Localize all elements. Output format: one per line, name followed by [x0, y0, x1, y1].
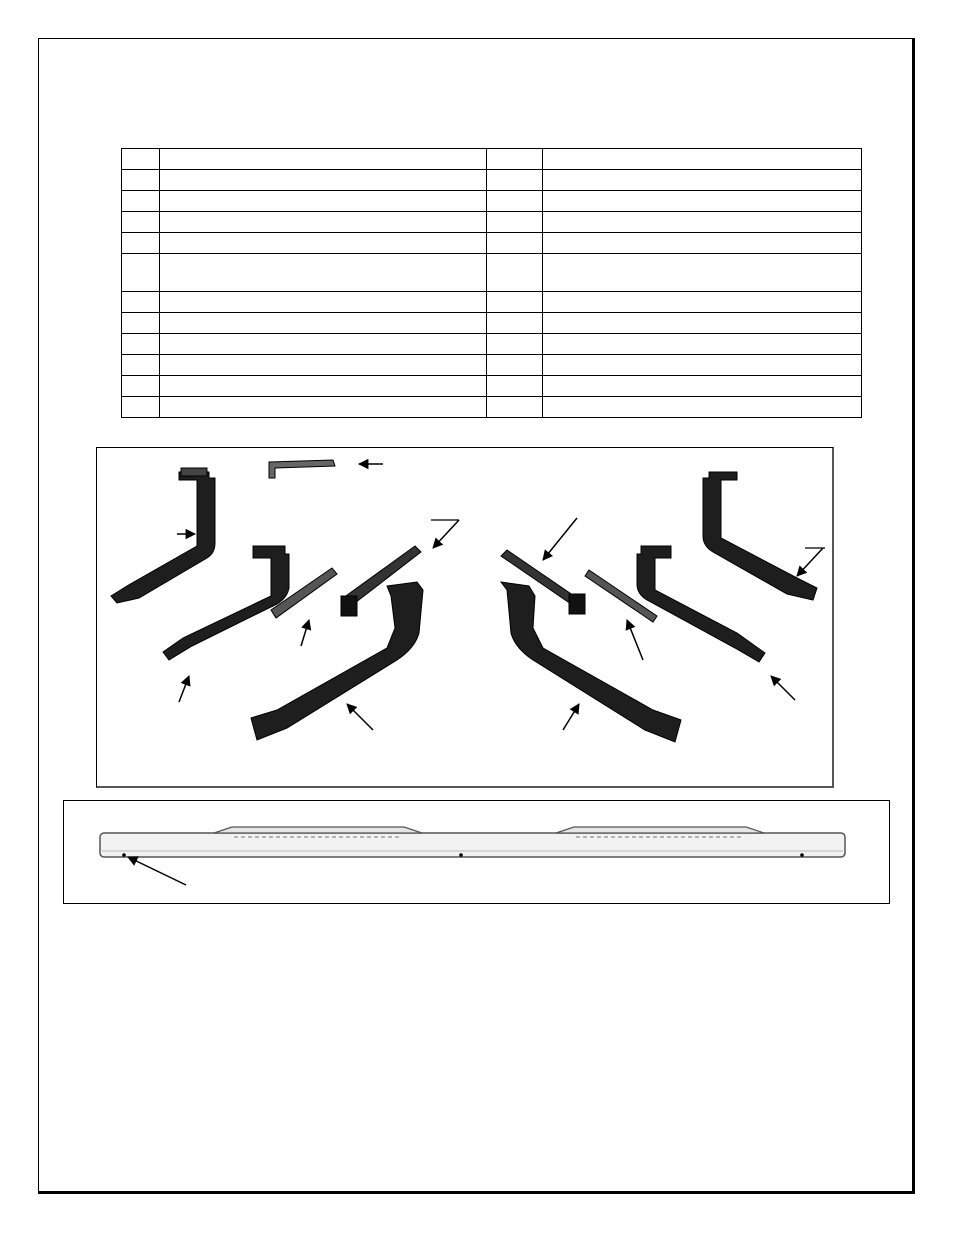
parts-table-cell	[160, 376, 487, 397]
parts-table-row	[122, 149, 862, 170]
mount-hole	[122, 853, 126, 857]
parts-table-cell	[160, 191, 487, 212]
callout-arrow	[627, 620, 643, 660]
bracket-photo-panel	[96, 447, 834, 788]
callout-arrow	[128, 857, 186, 885]
parts-table-cell	[487, 170, 543, 191]
step-pad-left	[214, 827, 422, 833]
parts-table-cell	[487, 355, 543, 376]
parts-table-cell	[543, 254, 862, 292]
callout-arrow	[771, 676, 795, 700]
parts-table-cell	[487, 149, 543, 170]
bracket-small-l	[269, 460, 335, 478]
bracket-illustration	[97, 448, 833, 787]
parts-table-cell	[160, 254, 487, 292]
parts-table-cell	[487, 212, 543, 233]
parts-table-cell	[160, 233, 487, 254]
mount-hole	[800, 853, 804, 857]
mount-hole	[459, 853, 463, 857]
parts-table-cell	[160, 149, 487, 170]
bracket-tab	[181, 468, 207, 476]
callout-arrow	[797, 548, 823, 576]
running-board-panel	[63, 800, 890, 904]
parts-table-cell	[543, 355, 862, 376]
parts-table-cell	[543, 149, 862, 170]
parts-table-row	[122, 376, 862, 397]
parts-table-cell	[122, 376, 160, 397]
parts-table-cell	[487, 191, 543, 212]
parts-table-cell	[543, 292, 862, 313]
parts-table-cell	[122, 170, 160, 191]
step-pad-right	[556, 827, 764, 833]
parts-table-cell	[543, 233, 862, 254]
parts-table-cell	[122, 149, 160, 170]
parts-table-cell	[122, 292, 160, 313]
parts-table-cell	[487, 313, 543, 334]
parts-table-cell	[487, 254, 543, 292]
parts-table-cell	[160, 313, 487, 334]
parts-table-cell	[122, 212, 160, 233]
nut-block-right	[569, 594, 585, 614]
parts-table-row	[122, 254, 862, 292]
parts-table-row	[122, 292, 862, 313]
parts-table-cell	[487, 233, 543, 254]
parts-table-row	[122, 313, 862, 334]
parts-table-cell	[543, 170, 862, 191]
parts-table-cell	[122, 254, 160, 292]
callout-arrow	[179, 676, 189, 702]
parts-table-cell	[160, 212, 487, 233]
parts-table-cell	[543, 212, 862, 233]
parts-table-cell	[122, 355, 160, 376]
parts-table-row	[122, 233, 862, 254]
parts-table-cell	[160, 397, 487, 418]
bracket-right-large	[501, 582, 681, 742]
parts-table-cell	[543, 313, 862, 334]
callout-arrow	[433, 520, 459, 548]
parts-table-cell	[543, 191, 862, 212]
parts-table-cell	[543, 334, 862, 355]
parts-table-cell	[487, 334, 543, 355]
parts-table-row	[122, 355, 862, 376]
parts-table	[121, 148, 862, 418]
parts-table-row	[122, 191, 862, 212]
parts-table-cell	[160, 170, 487, 191]
parts-table-cell	[487, 376, 543, 397]
parts-table-cell	[160, 334, 487, 355]
callout-arrow	[563, 704, 579, 730]
running-board-illustration	[64, 801, 889, 903]
parts-table-row	[122, 170, 862, 191]
parts-table-cell	[122, 191, 160, 212]
bracket-right-tall	[703, 472, 817, 600]
parts-table-body	[122, 149, 862, 418]
parts-table-cell	[487, 397, 543, 418]
bracket-left-tall	[111, 472, 215, 603]
parts-table-cell	[160, 355, 487, 376]
parts-table-cell	[487, 292, 543, 313]
parts-table-cell	[122, 397, 160, 418]
parts-table-cell	[122, 313, 160, 334]
parts-table-row	[122, 397, 862, 418]
parts-table-cell	[160, 292, 487, 313]
callout-arrow	[347, 704, 373, 730]
parts-table-cell	[122, 334, 160, 355]
nut-block-left	[341, 596, 357, 616]
parts-table-row	[122, 212, 862, 233]
callout-arrow	[543, 518, 577, 560]
parts-table-cell	[122, 233, 160, 254]
parts-table-cell	[543, 376, 862, 397]
callout-arrow	[301, 620, 309, 646]
parts-table-cell	[543, 397, 862, 418]
parts-table-row	[122, 334, 862, 355]
